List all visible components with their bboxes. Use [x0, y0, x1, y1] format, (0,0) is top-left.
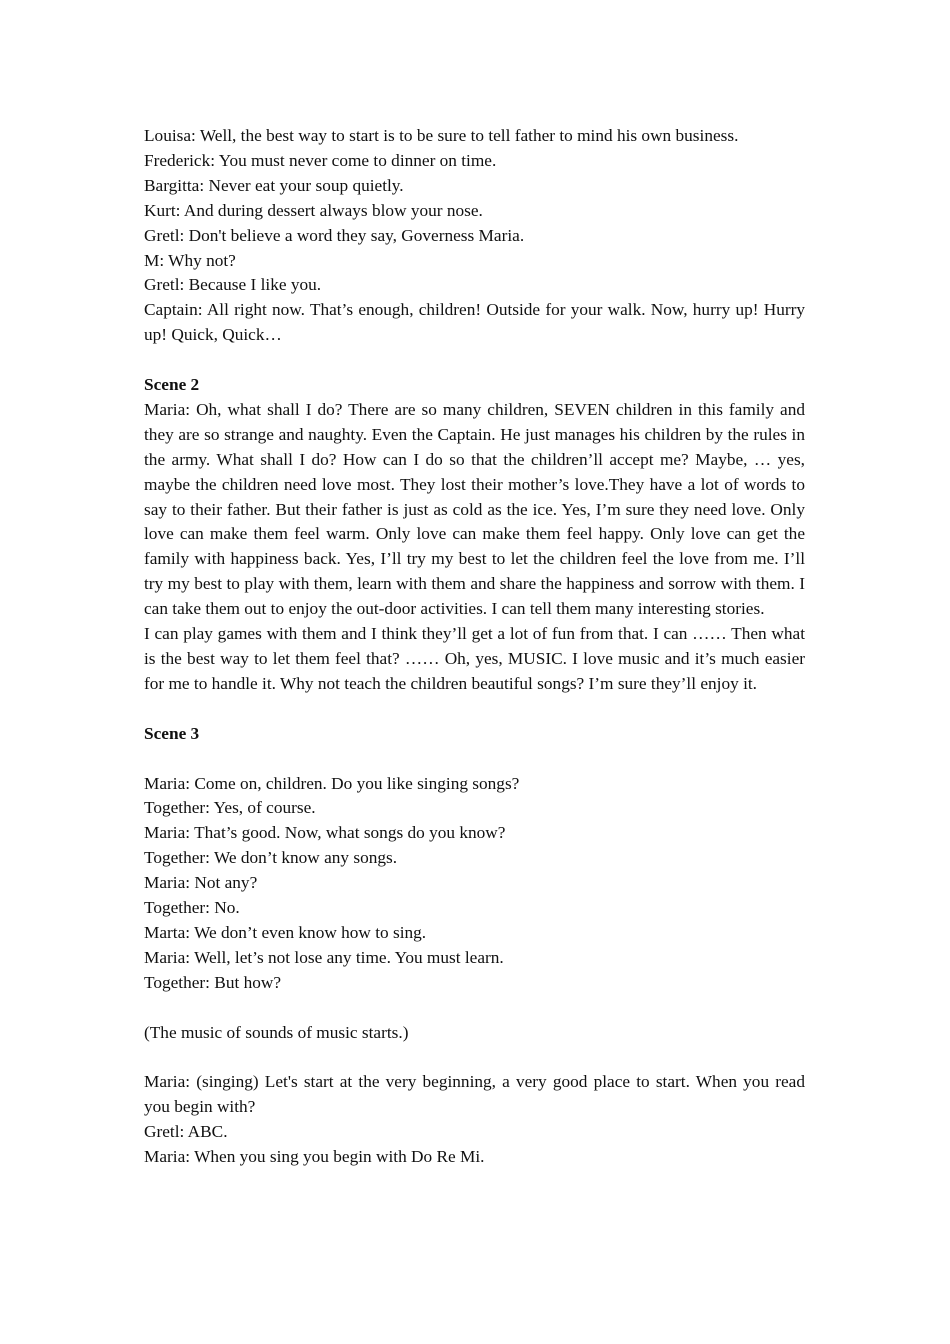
dialogue-line: Maria: Come on, children. Do you like singing songs? [144, 773, 520, 793]
spacer [144, 1045, 805, 1070]
captain-line: Captain: All right now. That’s enough, children! Outside for your walk. Now, hurry up! Hurry up! Quick, Quick… [144, 300, 805, 345]
spacer [144, 348, 805, 373]
dialogue-line: Kurt: And during dessert always blow your nose. [144, 200, 483, 220]
scene-3-heading: Scene 3 [144, 723, 200, 743]
document-page [144, 124, 805, 1170]
maria-singing-line: Maria: (singing) Let's start at the very beginning, a very good place to start. When you read you begin with? [144, 1072, 805, 1117]
dialogue-line: Bargitta: Never eat your soup quietly. [144, 175, 404, 195]
dialogue-line: Maria: Well, let’s not lose any time. You must learn. [144, 947, 504, 967]
dialogue-line: Together: Yes, of course. [144, 798, 316, 818]
dialogue-line: Maria: When you sing you begin with Do Re Mi. [144, 1147, 485, 1167]
spacer [144, 747, 805, 772]
maria-monologue-part1: Maria: Oh, what shall I do? There are so many children, SEVEN children in this family and they are so strange and naughty. Even the Captain. He just manages his children by the rules in the army. What shall I do? How can I do so that the children’ll accept me? Maybe, … yes, maybe the children need love most. They lost their mother’s love.They have a lot of words to say to their father. But their father is just as cold as the ice. Yes, I’m sure they need love. Only love can make them feel warm. Only love can make them feel happy. Only love can get the family with happiness back. Yes, I’ll try my best to let the children feel the love from me. I’ll try my best to play with them, learn with them and share the happiness and sorrow with them. I can take them out to enjoy the out-door activities. I can tell them many interesting stories. [144, 399, 805, 619]
dialogue-line: Maria: Not any? [144, 873, 258, 893]
scene-2-heading: Scene 2 [144, 375, 200, 395]
dialogue-line: Together: We don’t know any songs. [144, 848, 398, 868]
dialogue-line: Together: But how? [144, 972, 282, 992]
stage-direction: (The music of sounds of music starts.) [144, 1022, 409, 1042]
spacer [144, 996, 805, 1021]
dialogue-line: Maria: That’s good. Now, what songs do you know? [144, 823, 506, 843]
dialogue-line: Together: No. [144, 898, 240, 918]
dialogue-line: Louisa: Well, the best way to start is to be sure to tell father to mind his own business. [144, 126, 739, 145]
dialogue-line: Gretl: Because I like you. [144, 275, 322, 295]
maria-monologue-part2: I can play games with them and I think they’ll get a lot of fun from that. I can …… Then what is the best way to let them feel that? …… Oh, yes, MUSIC. I love music and it’s much easier for me to handle it. Why not teach the children beautiful songs? I’m sure they’ll enjoy it. [144, 624, 805, 693]
dialogue-line: Gretl: Don't believe a word they say, Governess Maria. [144, 225, 525, 245]
dialogue-line: Frederick: You must never come to dinner on time. [144, 150, 497, 170]
dialogue-line: Marta: We don’t even know how to sing. [144, 922, 427, 942]
dialogue-line: M: Why not? [144, 250, 236, 270]
spacer [144, 697, 805, 722]
dialogue-line: Gretl: ABC. [144, 1122, 228, 1142]
